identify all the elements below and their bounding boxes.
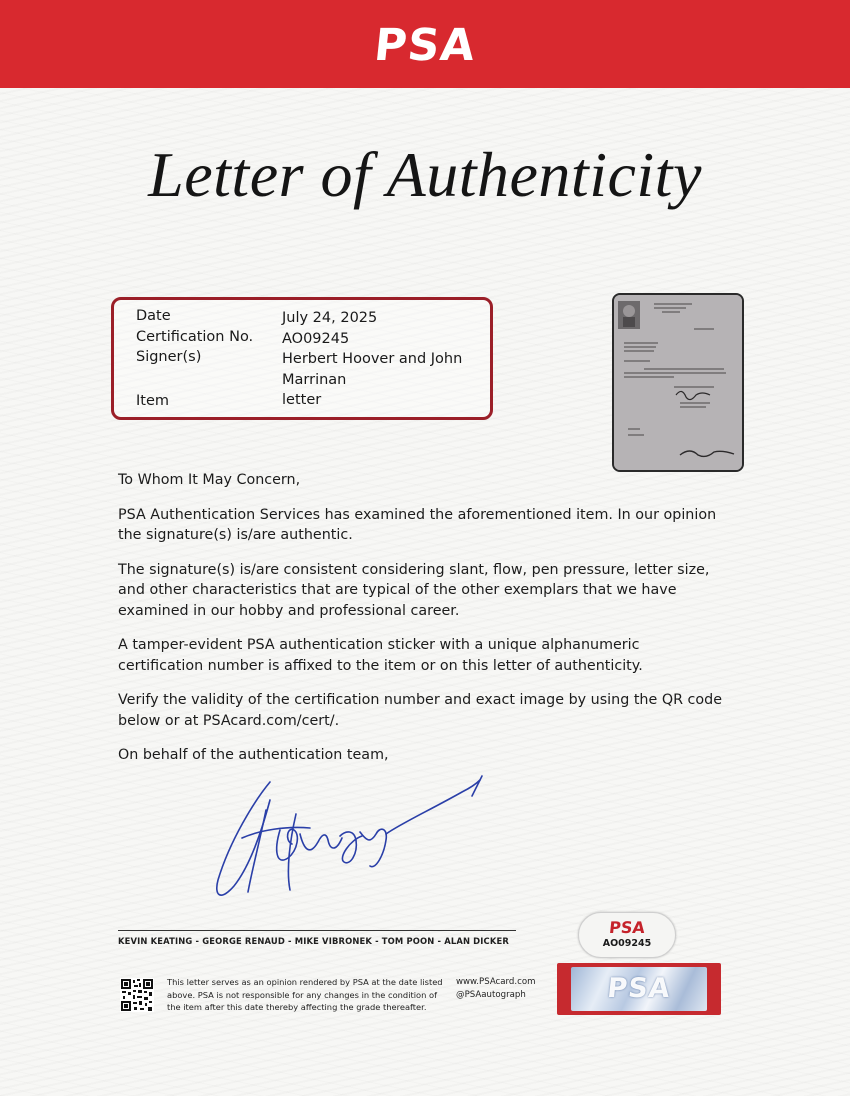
sticker-cert-number: AO09245 bbox=[602, 938, 652, 949]
page-title: Letter of Authenticity bbox=[148, 139, 702, 210]
item-value: letter bbox=[282, 392, 322, 408]
cert-value: AO09245 bbox=[282, 331, 350, 347]
cert-label: Certification No. bbox=[136, 329, 254, 345]
paragraph-1: PSA Authentication Services has examined the aforementioned item. In our opinion the signature(s) is/are authentic. bbox=[118, 506, 717, 543]
cert-sticker bbox=[578, 912, 676, 958]
contact-info bbox=[456, 976, 556, 1001]
date-label: Date bbox=[136, 308, 171, 324]
details-box bbox=[111, 297, 493, 420]
date-value: July 24, 2025 bbox=[282, 310, 378, 326]
letter-body bbox=[118, 470, 728, 780]
hologram-logo: PSA bbox=[605, 973, 673, 1004]
closing: On behalf of the authentication team, bbox=[118, 747, 389, 763]
website-link[interactable]: www.PSAcard.com bbox=[456, 977, 536, 987]
paragraph-2: The signature(s) is/are consistent considering slant, flow, pen pressure, letter size, and other characteristics that are typical of the other exemplars that we have examined in our hobby and professional career. bbox=[118, 561, 710, 619]
signature-line bbox=[118, 930, 516, 931]
letter-photo-image bbox=[614, 295, 742, 470]
salutation: To Whom It May Concern, bbox=[118, 472, 301, 488]
sticker-psa-logo: PSA bbox=[608, 918, 646, 937]
signer-label: Signer(s) bbox=[136, 349, 202, 365]
item-label: Item bbox=[136, 393, 170, 409]
qr-code-icon bbox=[120, 978, 154, 1012]
signature-image bbox=[200, 770, 500, 910]
header-bar bbox=[0, 0, 850, 88]
signer-value: Herbert Hoover and John Marrinan bbox=[282, 351, 463, 388]
hologram-sticker bbox=[557, 963, 721, 1015]
social-handle[interactable]: @PSAautograph bbox=[456, 989, 526, 1000]
item-photo bbox=[612, 293, 744, 472]
team-names: KEVIN KEATING - GEORGE RENAUD - MIKE VIBRONEK - TOM POON - ALAN DICKER bbox=[118, 936, 509, 946]
psa-logo: PSA bbox=[371, 20, 479, 71]
disclaimer-text: This letter serves as an opinion rendered by PSA at the date listed above. PSA is not responsible for any changes in the condition of the item after this date thereby affecting the grade thereafter. bbox=[167, 977, 443, 1012]
hologram-panel bbox=[571, 967, 707, 1011]
paragraph-4: Verify the validity of the certification number and exact image by using the QR code below or at PSAcard.com/cert/. bbox=[118, 692, 723, 729]
paragraph-3: A tamper-evident PSA authentication sticker with a unique alphanumeric certification number is affixed to the item or on this letter of authenticity. bbox=[118, 637, 643, 674]
